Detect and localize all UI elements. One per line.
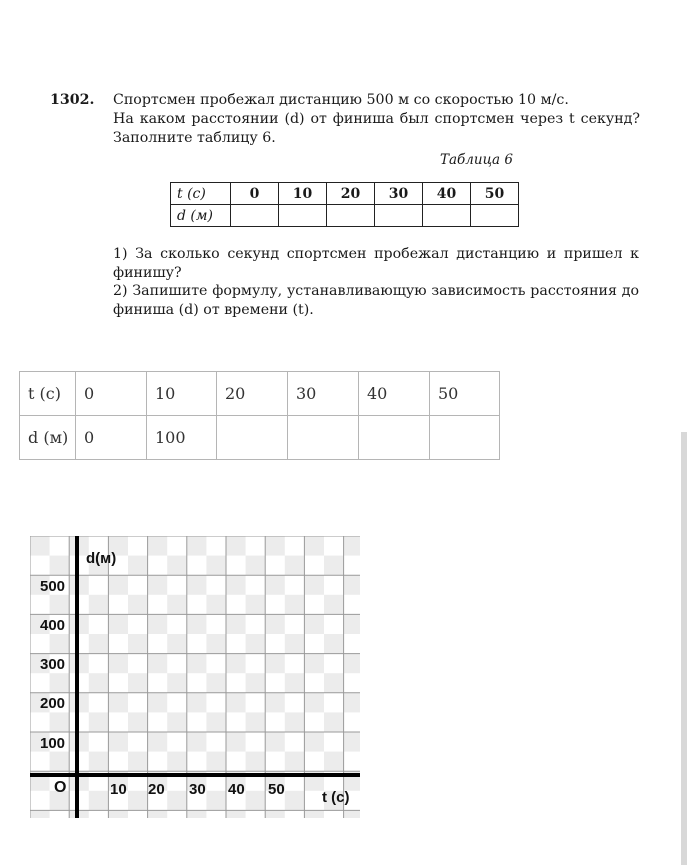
grid-cell xyxy=(128,752,148,772)
grid-cell xyxy=(30,536,50,556)
grid-cell xyxy=(226,693,246,713)
grid-cell xyxy=(187,732,207,752)
answer-table-cell xyxy=(217,416,288,460)
origin-label: O xyxy=(54,779,67,796)
grid-cell xyxy=(50,556,70,576)
answer-table-cell: 20 xyxy=(217,372,288,416)
grid-cell xyxy=(324,673,344,693)
grid-cell xyxy=(246,595,266,615)
grid-cell xyxy=(187,536,207,556)
answer-table-cell: 30 xyxy=(288,372,359,416)
grid-cell xyxy=(265,732,285,752)
grid-cell xyxy=(128,556,148,576)
grid-cell xyxy=(89,752,109,772)
grid-cell xyxy=(30,810,50,818)
book-table-empty-cell xyxy=(375,205,423,227)
grid-cell xyxy=(167,634,187,654)
grid-cell xyxy=(344,654,360,674)
grid-cell xyxy=(226,654,246,674)
grid-cell xyxy=(108,810,128,818)
grid-cell xyxy=(187,693,207,713)
book-table-cell: 20 xyxy=(327,183,375,205)
graph-area xyxy=(30,536,360,818)
table-caption: Таблица 6 xyxy=(440,152,513,168)
answer-table-cell xyxy=(430,416,500,460)
x-axis-label: t (с) xyxy=(322,789,350,806)
grid-cell xyxy=(344,614,360,634)
grid-cell xyxy=(206,556,226,576)
book-table-label-d: d (м) xyxy=(171,205,231,227)
grid-cell xyxy=(148,693,168,713)
grid-cell xyxy=(148,575,168,595)
grid-cell xyxy=(324,752,344,772)
x-tick-label: 10 xyxy=(110,781,127,798)
grid-cell xyxy=(246,673,266,693)
book-table-empty-cell xyxy=(279,205,327,227)
grid-cell xyxy=(206,595,226,615)
book-table-cell: 10 xyxy=(279,183,327,205)
grid-cell xyxy=(324,556,344,576)
grid-cell xyxy=(226,614,246,634)
grid-cell xyxy=(167,673,187,693)
problem-line-2: На каком расстоянии (d) от финиша был спортсмен через t секунд? Заполните таблицу 6. xyxy=(113,111,640,146)
grid-cell xyxy=(108,614,128,634)
page-edge-shadow xyxy=(681,432,687,865)
grid-cell xyxy=(50,595,70,615)
grid-cell xyxy=(50,752,70,772)
grid-cell xyxy=(128,634,148,654)
grid-cell xyxy=(344,810,360,818)
answer-table-label-t: t (с) xyxy=(20,372,76,416)
book-table-empty-cell xyxy=(423,205,471,227)
book-table-row-d xyxy=(171,205,519,227)
answer-table-row-d xyxy=(20,416,500,460)
grid-cell xyxy=(89,791,109,811)
grid-cell xyxy=(285,556,305,576)
grid-cell xyxy=(226,732,246,752)
grid-cell xyxy=(344,536,360,556)
grid-cell xyxy=(148,654,168,674)
answer-table-cell: 50 xyxy=(430,372,500,416)
book-table-cell: 0 xyxy=(231,183,279,205)
answer-table-cell: 0 xyxy=(76,416,147,460)
book-table-empty-cell xyxy=(471,205,519,227)
grid-cell xyxy=(344,575,360,595)
grid-cell xyxy=(148,536,168,556)
grid-cell xyxy=(128,712,148,732)
x-tick-label: 40 xyxy=(228,781,245,798)
book-table-cell: 30 xyxy=(375,183,423,205)
book-table-cell: 40 xyxy=(423,183,471,205)
grid-cell xyxy=(285,673,305,693)
answer-table xyxy=(19,371,500,460)
answer-table-cell: 40 xyxy=(359,372,430,416)
answer-table-cell: 100 xyxy=(147,416,217,460)
grid-cell xyxy=(246,752,266,772)
grid-cell xyxy=(324,634,344,654)
grid-cell xyxy=(285,791,305,811)
grid-cell xyxy=(246,634,266,654)
grid-cell xyxy=(187,614,207,634)
graph-grid xyxy=(30,536,360,818)
y-tick-label: 500 xyxy=(40,578,66,595)
grid-cell xyxy=(167,791,187,811)
grid-cell xyxy=(206,791,226,811)
grid-cell xyxy=(167,752,187,772)
y-tick-label: 400 xyxy=(40,617,66,634)
grid-cell xyxy=(246,791,266,811)
grid-cell xyxy=(50,673,70,693)
answer-table-cell: 0 xyxy=(76,372,147,416)
grid-cell xyxy=(265,810,285,818)
x-tick-label: 20 xyxy=(148,781,165,798)
grid-cell xyxy=(285,712,305,732)
grid-cell xyxy=(344,693,360,713)
y-tick-label: 100 xyxy=(40,735,66,752)
book-table-empty-cell xyxy=(327,205,375,227)
grid-cell xyxy=(285,634,305,654)
grid-cell xyxy=(246,556,266,576)
x-tick-label: 30 xyxy=(189,781,206,798)
book-table-label-t: t (с) xyxy=(171,183,231,205)
grid-cell xyxy=(187,654,207,674)
answer-table-label-d: d (м) xyxy=(20,416,76,460)
grid-cell xyxy=(304,614,324,634)
grid-cell xyxy=(187,575,207,595)
x-tick-label: 50 xyxy=(268,781,285,798)
grid-cell xyxy=(108,575,128,595)
grid-cell xyxy=(128,791,148,811)
grid-cell xyxy=(148,810,168,818)
grid-cell xyxy=(304,732,324,752)
grid-cell xyxy=(265,614,285,634)
grid-cell xyxy=(89,634,109,654)
grid-cell xyxy=(187,810,207,818)
grid-cell xyxy=(226,575,246,595)
problem-text xyxy=(113,91,640,148)
grid-cell xyxy=(128,595,148,615)
questions-block xyxy=(113,245,639,319)
grid-cell xyxy=(265,693,285,713)
grid-cell xyxy=(89,712,109,732)
book-table xyxy=(170,182,519,227)
grid-cell xyxy=(265,654,285,674)
grid-cell xyxy=(304,654,324,674)
grid-cell xyxy=(304,810,324,818)
y-tick-label: 300 xyxy=(40,656,66,673)
grid-cell xyxy=(285,595,305,615)
y-axis-label: d(м) xyxy=(86,550,117,567)
grid-cell xyxy=(226,810,246,818)
grid-cell xyxy=(148,614,168,634)
grid-cell xyxy=(167,712,187,732)
grid-cell xyxy=(148,732,168,752)
grid-cell xyxy=(304,575,324,595)
question-2: 2) Запишите формулу, устанавливающую зависимость расстояния до финиша (d) от времени (t). xyxy=(113,283,639,318)
question-1: 1) За сколько секунд спортсмен пробежал дистанцию и пришел к финишу? xyxy=(113,246,639,281)
book-table-row-t xyxy=(171,183,519,205)
grid-cell xyxy=(128,673,148,693)
grid-cell xyxy=(206,752,226,772)
grid-cell xyxy=(167,595,187,615)
grid-cell xyxy=(226,536,246,556)
grid-cell xyxy=(304,693,324,713)
problem-number: 1302. xyxy=(50,92,95,108)
grid-cell xyxy=(304,536,324,556)
grid-cell xyxy=(246,712,266,732)
grid-cell xyxy=(265,536,285,556)
problem-line-1: Спортсмен пробежал дистанцию 500 м со скоростью 10 м/с. xyxy=(113,92,569,108)
grid-cell xyxy=(108,732,128,752)
answer-table-cell xyxy=(359,416,430,460)
grid-cell xyxy=(285,752,305,772)
grid-cell xyxy=(108,654,128,674)
grid-cell xyxy=(324,712,344,732)
grid-cell xyxy=(206,712,226,732)
grid-cell xyxy=(167,556,187,576)
grid-cell xyxy=(89,673,109,693)
grid-cell xyxy=(108,693,128,713)
book-table-empty-cell xyxy=(231,205,279,227)
grid-cell xyxy=(89,595,109,615)
answer-table-cell: 10 xyxy=(147,372,217,416)
answer-table-row-t xyxy=(20,372,500,416)
grid-cell xyxy=(344,732,360,752)
book-table-cell: 50 xyxy=(471,183,519,205)
answer-table-cell xyxy=(288,416,359,460)
grid-cell xyxy=(50,634,70,654)
grid-cell xyxy=(50,712,70,732)
y-tick-label: 200 xyxy=(40,695,66,712)
grid-cell xyxy=(324,595,344,615)
grid-cell xyxy=(206,673,226,693)
grid-cell xyxy=(206,634,226,654)
grid-cell xyxy=(265,575,285,595)
